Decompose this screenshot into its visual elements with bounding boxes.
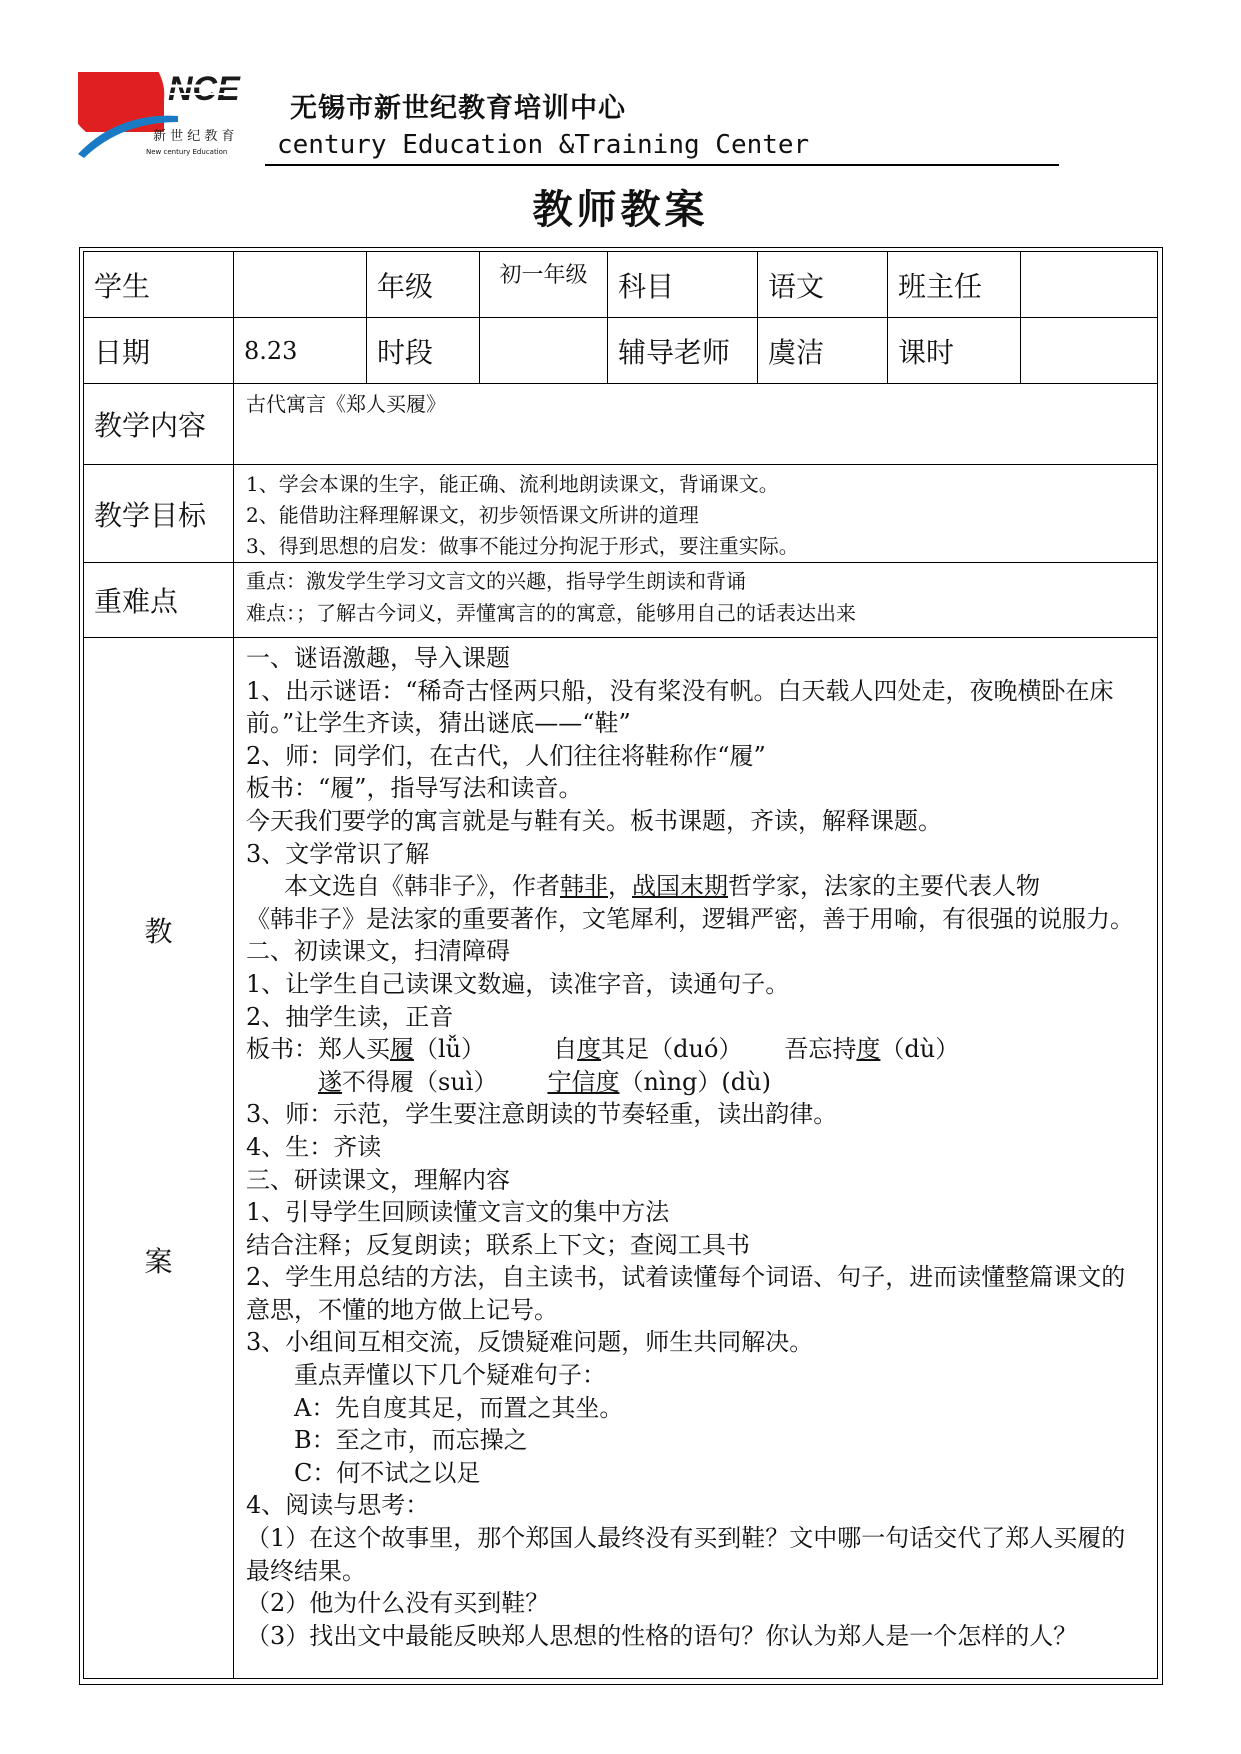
key-point: 难点：；了解古今词义，弄懂寓言的的寓意，能够用自己的话表达出来 — [246, 601, 856, 625]
text-span: 其足（duó） — [601, 1035, 743, 1064]
plan-line: 结合注释；反复朗读；联系上下文；查阅工具书 — [246, 1230, 750, 1259]
header-divider — [265, 164, 1059, 166]
plan-body — [234, 638, 1158, 1679]
subject-value: 语文 — [758, 252, 888, 318]
plan-line — [246, 870, 1151, 903]
underlined-text: 度 — [856, 1035, 881, 1064]
text-span: ， — [608, 872, 632, 901]
grade-value: 初一年级 — [480, 252, 608, 318]
page-title: 教师教案 — [532, 187, 709, 233]
org-name-en: century Education &Training Center — [277, 130, 810, 160]
plan-line: 今天我们要学的寓言就是与鞋有关。板书课题，齐读，解释课题。 — [246, 806, 942, 835]
content-label: 教学内容 — [84, 384, 234, 465]
tutor-label: 辅导老师 — [608, 318, 758, 384]
key-points-label: 重难点 — [84, 563, 234, 638]
period-label: 时段 — [367, 318, 480, 384]
svg-text:新 世 纪 教 育: 新 世 纪 教 育 — [153, 129, 235, 144]
svg-text:NCE: NCE — [168, 72, 240, 108]
plan-line: C：何不试之以足 — [294, 1458, 481, 1487]
org-name-cn: 无锡市新世纪教育培训中心 — [290, 93, 626, 124]
grade-label: 年级 — [367, 252, 480, 318]
underlined-text: 战国末期 — [632, 872, 728, 901]
svg-text:New century Education: New century Education — [146, 148, 228, 156]
section-heading: 三、研读课文，理解内容 — [246, 1165, 510, 1194]
goal-item: 1、学会本课的生字，能正确、流利地朗读课文，背诵课文。 — [246, 472, 779, 496]
text-span: 不得履（suì） — [342, 1067, 498, 1096]
text-span: （nìng）(dù) — [619, 1067, 771, 1096]
plan-line: （1）在这个故事里，那个郑国人最终没有买到鞋？文中哪一句话交代了郑人买履的 — [246, 1524, 1126, 1553]
info-row-2 — [84, 318, 1158, 384]
text-span: 自 — [553, 1035, 578, 1064]
plan-line: 3、小组间互相交流，反馈疑难问题，师生共同解决。 — [246, 1328, 814, 1357]
plan-line: 4、阅读与思考： — [246, 1491, 430, 1520]
underlined-text: 宁信度 — [547, 1067, 620, 1096]
underlined-text: 韩非 — [560, 872, 608, 901]
hours-value — [1021, 318, 1158, 384]
plan-line: （3）找出文中最能反映郑人思想的性格的语句？你认为郑人是一个怎样的人？ — [246, 1621, 1078, 1650]
nce-logo — [78, 72, 260, 160]
text-span: （lǚ） — [414, 1035, 486, 1064]
content-value — [234, 384, 1158, 465]
section-heading: 二、初读课文，扫清障碍 — [246, 937, 510, 966]
homeroom-value — [1021, 252, 1158, 318]
plan-line: 2、学生用总结的方法，自主读书，试着读懂每个词语、句子，进而读懂整篇课文的 — [246, 1263, 1126, 1292]
student-value — [234, 252, 367, 318]
text-span: （dù） — [880, 1035, 960, 1064]
plan-line: 板书：“履”，指导写法和读音。 — [246, 774, 583, 803]
info-row-1 — [84, 252, 1158, 318]
plan-row — [84, 638, 1158, 1679]
underlined-text: 度 — [577, 1035, 602, 1064]
plan-label-char-2: 案 — [144, 1245, 173, 1278]
plan-line: 意思，不懂的地方做上记号。 — [246, 1295, 558, 1324]
key-point: 重点：激发学生学习文言文的兴趣，指导学生朗读和背诵 — [246, 569, 746, 593]
content-text: 古代寓言《郑人买履》 — [246, 392, 446, 416]
plan-line: 1、让学生自己读课文数遍，读准字音，读通句子。 — [246, 969, 790, 998]
plan-label — [84, 638, 234, 1679]
underlined-text: 遂 — [318, 1067, 342, 1096]
text-span: 哲学家，法家的主要代表人物 — [728, 872, 1040, 901]
underlined-text: 履 — [390, 1035, 414, 1064]
tutor-value: 虞洁 — [758, 318, 888, 384]
board-line — [246, 1066, 1151, 1099]
goals-list — [234, 465, 1158, 563]
plan-line: 2、抽学生读，正音 — [246, 1002, 454, 1031]
goals-row — [84, 465, 1158, 563]
date-label: 日期 — [84, 318, 234, 384]
plan-line: 1、引导学生回顾读懂文言文的集中方法 — [246, 1198, 670, 1227]
key-points-list — [234, 563, 1158, 638]
text-span: 板书：郑人买 — [246, 1035, 390, 1064]
goal-item: 3、得到思想的启发：做事不能过分拘泥于形式，要注重实际。 — [246, 534, 799, 558]
text-span: 吾忘持 — [784, 1035, 857, 1064]
plan-line: 2、师：同学们，在古代，人们往往将鞋称作“履” — [246, 741, 766, 770]
homeroom-label: 班主任 — [888, 252, 1021, 318]
plan-line: 前。”让学生齐读，猜出谜底——“鞋” — [246, 709, 631, 738]
plan-line: 1、出示谜语：“稀奇古怪两只船，没有桨没有帆。白天载人四处走，夜晚横卧在床 — [246, 676, 1114, 705]
date-value: 8.23 — [234, 318, 367, 384]
plan-line: 最终结果。 — [246, 1556, 366, 1585]
board-line — [246, 1033, 1151, 1066]
hours-label: 课时 — [888, 318, 1021, 384]
plan-label-char-1: 教 — [144, 915, 173, 948]
plan-line: 4、生：齐读 — [246, 1132, 382, 1161]
period-value — [480, 318, 608, 384]
subject-label: 科目 — [608, 252, 758, 318]
content-row — [84, 384, 1158, 465]
plan-line: 3、师：示范，学生要注意朗读的节奏轻重，读出韵律。 — [246, 1100, 838, 1129]
plan-line: 《韩非子》是法家的重要著作，文笔犀利，逻辑严密，善于用喻，有很强的说服力。 — [246, 904, 1134, 933]
student-label: 学生 — [84, 252, 234, 318]
goals-label: 教学目标 — [84, 465, 234, 563]
section-heading: 一、谜语激趣，导入课题 — [246, 644, 510, 672]
goal-item: 2、能借助注释理解课文，初步领悟课文所讲的道理 — [246, 503, 699, 527]
plan-line: 重点弄懂以下几个疑难句子： — [294, 1361, 606, 1390]
plan-line: （2）他为什么没有买到鞋？ — [246, 1589, 550, 1618]
key-points-row — [84, 563, 1158, 638]
letterhead — [0, 0, 1241, 180]
lesson-plan-table — [83, 251, 1158, 1679]
plan-line: B：至之市，而忘操之 — [294, 1426, 528, 1455]
text-span: 本文选自《韩非子》，作者 — [284, 872, 560, 901]
plan-line: A：先自度其足，而置之其坐。 — [294, 1393, 624, 1422]
plan-line: 3、文学常识了解 — [246, 839, 430, 868]
